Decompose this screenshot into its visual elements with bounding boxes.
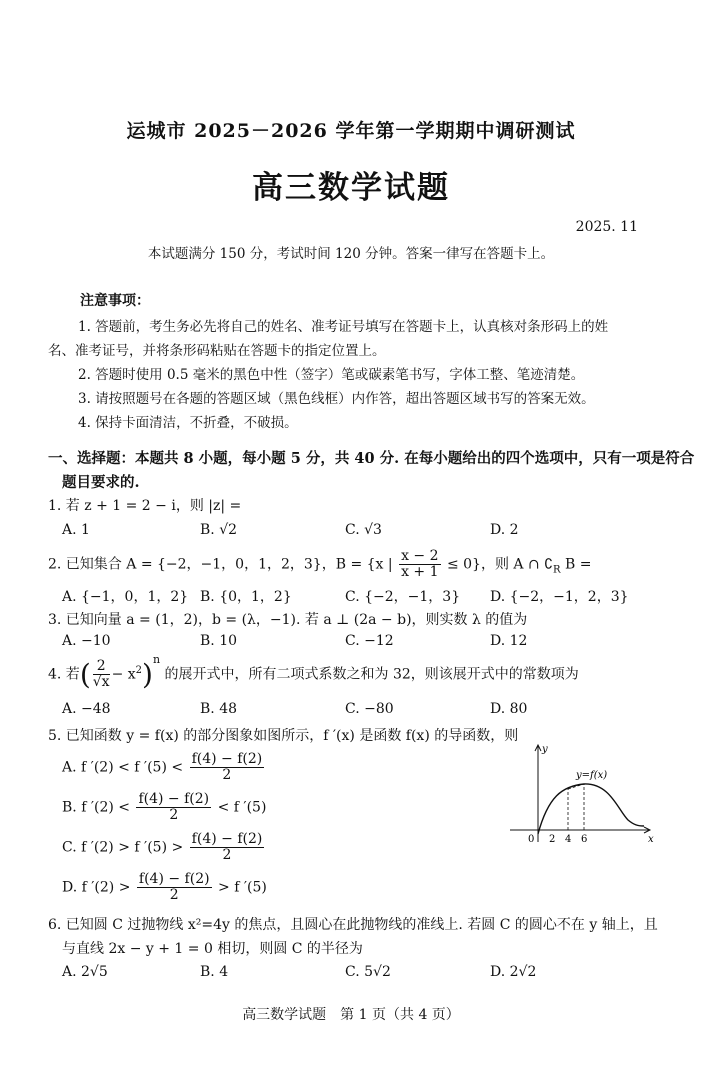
question-5-option-a	[62, 752, 266, 783]
fraction-denominator: 2	[169, 807, 179, 823]
option-text: C. f ′(2) > f ′(5) >	[62, 839, 184, 856]
question-5-option-d	[62, 872, 267, 903]
note-item: 3. 请按照题号在各题的答题区域（黑色线框）内作答，超出答题区域书写的答案无效。	[78, 391, 595, 407]
section-heading: 一、选择题：本题共 8 小题，每小题 5 分，共 40 分. 在每小题给出的四个选项中，只有一项是符合	[48, 450, 695, 467]
function-curve	[538, 784, 644, 834]
option-text: < f ′(5)	[217, 799, 267, 816]
fraction-denominator: √x	[92, 674, 110, 690]
option-text: D. f ′(2) >	[62, 879, 131, 896]
question-2-stem	[48, 549, 592, 580]
y-axis-label: y	[542, 744, 548, 755]
q4-minus-term: − x	[111, 666, 136, 683]
question-6-option: A. 2√5	[62, 964, 108, 980]
question-3-option: A. −10	[62, 633, 111, 649]
function-graph	[500, 742, 660, 850]
fraction-numerator: 2	[93, 659, 110, 675]
q2-fraction	[399, 549, 440, 580]
section-heading-cont: 题目要求的.	[62, 474, 140, 491]
option-text: B. f ′(2) <	[62, 799, 131, 816]
question-1-option: D. 2	[490, 522, 519, 538]
notes-heading: 注意事项：	[80, 293, 150, 309]
option-text: A. f ′(2) < f ′(5) <	[62, 759, 184, 776]
q4-exponent: n	[152, 652, 161, 666]
fraction-numerator: f(4) − f(2)	[191, 831, 263, 847]
question-6-option: D. 2√2	[490, 964, 537, 980]
origin-label: 0	[528, 834, 535, 845]
question-2-option: B. {0，1，2}	[200, 589, 292, 605]
question-6-stem-cont: 与直线 2x − y + 1 = 0 相切，则圆 C 的半径为	[62, 941, 363, 957]
note-item: 4. 保持卡面清洁，不折叠，不破损。	[78, 415, 298, 431]
tick-label: 6	[581, 834, 588, 845]
note-item: 1. 答题前，考生务必先将自己的姓名、准考证号填写在答题卡上，认真核对条形码上的姓	[78, 319, 609, 335]
question-4-stem	[48, 652, 579, 691]
question-3-option: B. 10	[200, 633, 238, 649]
fraction-numerator: f(4) − f(2)	[191, 751, 263, 767]
q5-fraction	[190, 832, 265, 863]
note-item: 2. 答题时使用 0.5 毫米的黑色中性（签字）笔或碳素笔书写，字体工整、笔迹清楚。	[78, 367, 585, 383]
exam-intro: 本试题满分 150 分，考试时间 120 分钟。答案一律写在答题卡上。	[147, 246, 555, 262]
q2-subscript: R	[553, 564, 561, 576]
page-footer: 高三数学试题 第 1 页（共 4 页）	[242, 1007, 460, 1023]
question-1-stem: 1. 若 z + 1 = 2 − i，则 |z| =	[48, 498, 242, 514]
x-axis-label: x	[648, 834, 654, 845]
exam-header-title: 运城市 2025－2026 学年第一学期期中调研测试	[126, 120, 576, 142]
question-6-stem: 6. 已知圆 C 过抛物线 x²=4y 的焦点，且圆心在此抛物线的准线上. 若圆 C 的圆心不在 y 轴上，且	[48, 917, 658, 933]
question-5-stem: 5. 已知函数 y = f(x) 的部分图象如图所示，f ′(x) 是函数 f(x) 的导函数，则	[48, 728, 519, 744]
fraction-numerator: x − 2	[401, 548, 439, 564]
question-6-option: C. 5√2	[345, 964, 391, 980]
fraction-denominator: 2	[169, 887, 179, 903]
question-2-option: A. {−1，0，1，2}	[62, 589, 189, 605]
question-1-option: A. 1	[62, 522, 90, 538]
question-4-option: D. 80	[490, 701, 528, 717]
question-2-option: C. {−2，−1，3}	[345, 589, 461, 605]
question-4-option: B. 48	[200, 701, 238, 717]
option-text: > f ′(5)	[218, 879, 267, 896]
question-1-option: B. √2	[200, 522, 238, 538]
fraction-denominator: x + 1	[401, 564, 439, 580]
q2-stem-part: B =	[565, 556, 592, 573]
q5-fraction	[137, 872, 212, 903]
question-3-option: D. 12	[490, 633, 528, 649]
question-4-option: A. −48	[62, 701, 111, 717]
tick-label: 2	[549, 834, 556, 845]
q4-square: 2	[135, 664, 143, 676]
question-1-option: C. √3	[345, 522, 382, 538]
q4-stem-part: 的展开式中，所有二项式系数之和为 32，则该展开式中的常数项为	[164, 666, 579, 683]
q5-fraction	[136, 792, 211, 823]
q4-fraction	[93, 659, 110, 690]
q2-stem-part: ≤ 0}，则 A ∩ ∁	[446, 556, 554, 573]
fraction-numerator: f(4) − f(2)	[138, 791, 210, 807]
question-5-option-b	[62, 792, 266, 823]
question-2-option: D. {−2，−1，2，3}	[490, 589, 629, 605]
open-paren: (	[79, 658, 91, 691]
q2-stem-part: 2. 已知集合 A = {−2，−1，0，1，2，3}，B = {x |	[48, 556, 393, 573]
q4-stem-part: 4. 若	[48, 666, 80, 683]
question-5-option-c	[62, 832, 266, 863]
exam-date: 2025. 11	[575, 219, 638, 235]
tick-label: 4	[565, 834, 572, 845]
fraction-denominator: 2	[222, 767, 232, 783]
curve-label: y=f(x)	[576, 770, 608, 781]
subject-title: 高三数学试题	[252, 170, 450, 206]
fraction-denominator: 2	[222, 847, 232, 863]
close-paren: )	[142, 658, 153, 691]
fraction-numerator: f(4) − f(2)	[138, 871, 210, 887]
question-4-option: C. −80	[345, 701, 394, 717]
question-6-option: B. 4	[200, 964, 229, 980]
question-3-option: C. −12	[345, 633, 394, 649]
question-3-stem: 3. 已知向量 a = (1，2)，b = (λ，−1). 若 a ⊥ (2a − b)，则实数 λ 的值为	[48, 612, 528, 628]
q5-fraction	[190, 752, 265, 783]
note-item: 名、准考证号，并将条形码粘贴在答题卡的指定位置上。	[48, 343, 386, 359]
